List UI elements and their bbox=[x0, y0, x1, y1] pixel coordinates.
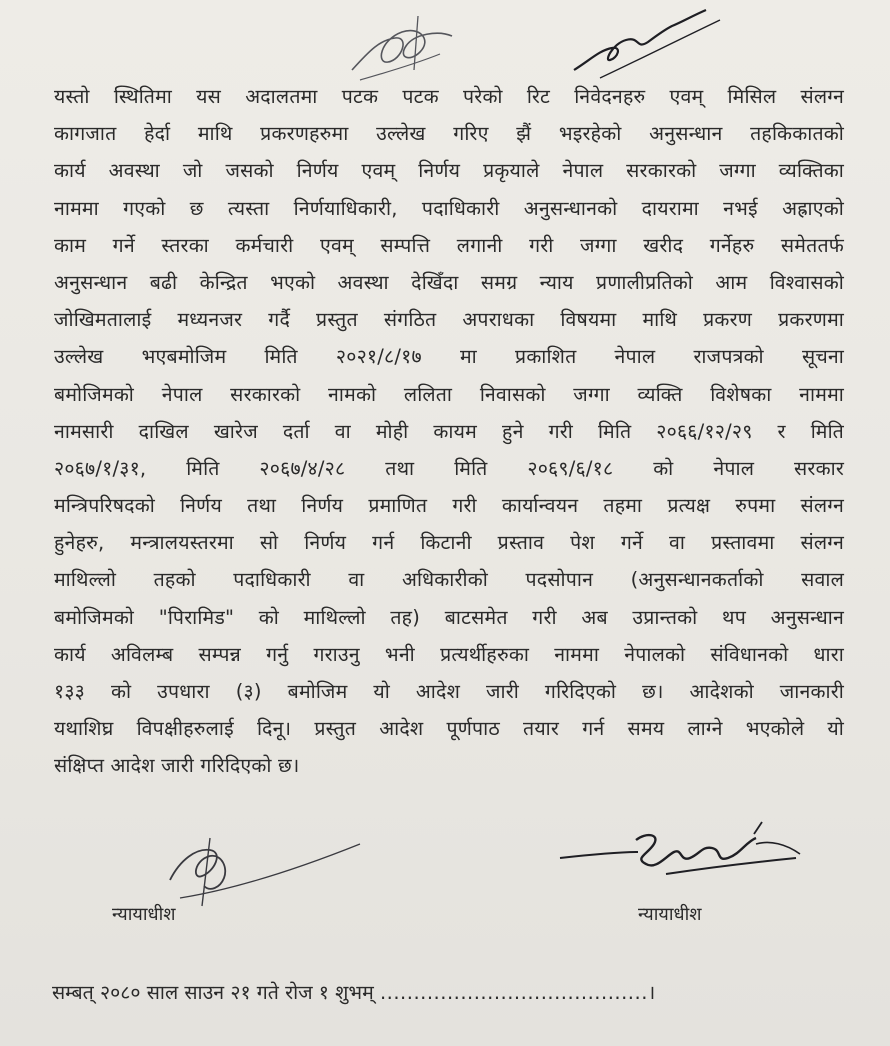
text-line: कार्य अविलम्ब सम्पन्न गर्नु गराउनु भनी प्रत्यर्थीहरुका नाममा नेपालको संविधानको धारा bbox=[54, 642, 844, 666]
text-line: जोखिमतालाई मध्यनजर गर्दै प्रस्तुत संगठित अपराधका विषयमा माथि प्रकरण प्रकरणमा bbox=[54, 308, 844, 332]
date-text: सम्बत् २०८० साल साउन २१ गते रोज १ शुभम् bbox=[52, 981, 374, 1004]
text-line: हुनेहरु, मन्त्रालयस्तरमा सो निर्णय गर्न किटानी प्रस्ताव पेश गर्ने वा प्रस्तावमा संलग्न bbox=[54, 531, 844, 555]
left-judge-signature bbox=[150, 820, 370, 910]
order-body-text bbox=[54, 78, 844, 785]
text-line: संक्षिप्त आदेश जारी गरिदिएको छ। bbox=[54, 754, 300, 778]
text-line: काम गर्ने स्तरका कर्मचारी एवम् सम्पत्ति लगानी गरी जग्गा खरीद गर्नेहरु समेततर्फ bbox=[54, 233, 844, 257]
date-dots: ........................................। bbox=[379, 981, 656, 1004]
text-line: नाममा गएको छ त्यस्ता निर्णयाधिकारी, पदाधिकारी अनुसन्धानको दायरामा नभई अह्राएको bbox=[54, 196, 844, 220]
right-judge-signature bbox=[556, 818, 816, 898]
text-line: कार्य अवस्था जो जसको निर्णय एवम् निर्णय प्रकृयाले नेपाल सरकारको जग्गा व्यक्तिका bbox=[54, 159, 844, 183]
text-line: अनुसन्धान बढी केन्द्रित भएको अवस्था देखिँदा समग्र न्याय प्रणालीप्रतिको आम विश्वासको bbox=[54, 270, 844, 294]
text-line: मन्त्रिपरिषदको निर्णय तथा निर्णय प्रमाणित गरी कार्यान्वयन तहमा प्रत्यक्ष रुपमा संलग्न bbox=[54, 494, 844, 518]
text-line: २०६७/१/३१, मिति २०६७/४/२८ तथा मिति २०६९/६/१८ को नेपाल सरकार bbox=[54, 456, 844, 480]
left-judge-label: न्यायाधीश bbox=[112, 904, 176, 925]
text-line: कागजात हेर्दा माथि प्रकरणहरुमा उल्लेख गरिए झैं भइरहेको अनुसन्धान तहकिकातको bbox=[54, 122, 844, 146]
text-line: उल्लेख भएबमोजिम मिति २०२१/८/१७ मा प्रकाशित नेपाल राजपत्रको सूचना bbox=[54, 345, 844, 369]
text-line: माथिल्लो तहको पदाधिकारी वा अधिकारीको पदसोपान (अनुसन्धानकर्ताको सवाल bbox=[54, 568, 844, 592]
text-line: बमोजिमको नेपाल सरकारको नामको ललिता निवासको जग्गा व्यक्ति विशेषका नाममा bbox=[54, 382, 844, 406]
text-line: यस्तो स्थितिमा यस अदालतमा पटक पटक परेको रिट निवेदनहरु एवम् मिसिल संलग्न bbox=[54, 85, 844, 108]
top-right-signature bbox=[560, 0, 740, 90]
text-line: नामसारी दाखिल खारेज दर्ता वा मोही कायम हुने गरी मिति २०६६/१२/२९ र मिति bbox=[54, 419, 844, 443]
right-judge-label: न्यायाधीश bbox=[638, 904, 702, 925]
date-line bbox=[52, 978, 656, 1005]
text-line: १३३ को उपधारा (३) बमोजिम यो आदेश जारी गरिदिएको छ। आदेशको जानकारी bbox=[54, 680, 844, 703]
text-line: बमोजिमको "पिरामिड" को माथिल्लो तह) बाटसमेत गरी अब उप्रान्तको थप अनुसन्धान bbox=[54, 605, 844, 629]
text-line: यथाशिघ्र विपक्षीहरुलाई दिनू। प्रस्तुत आदेश पूर्णपाठ तयार गर्न समय लाग्ने भएकोले यो bbox=[54, 717, 844, 741]
